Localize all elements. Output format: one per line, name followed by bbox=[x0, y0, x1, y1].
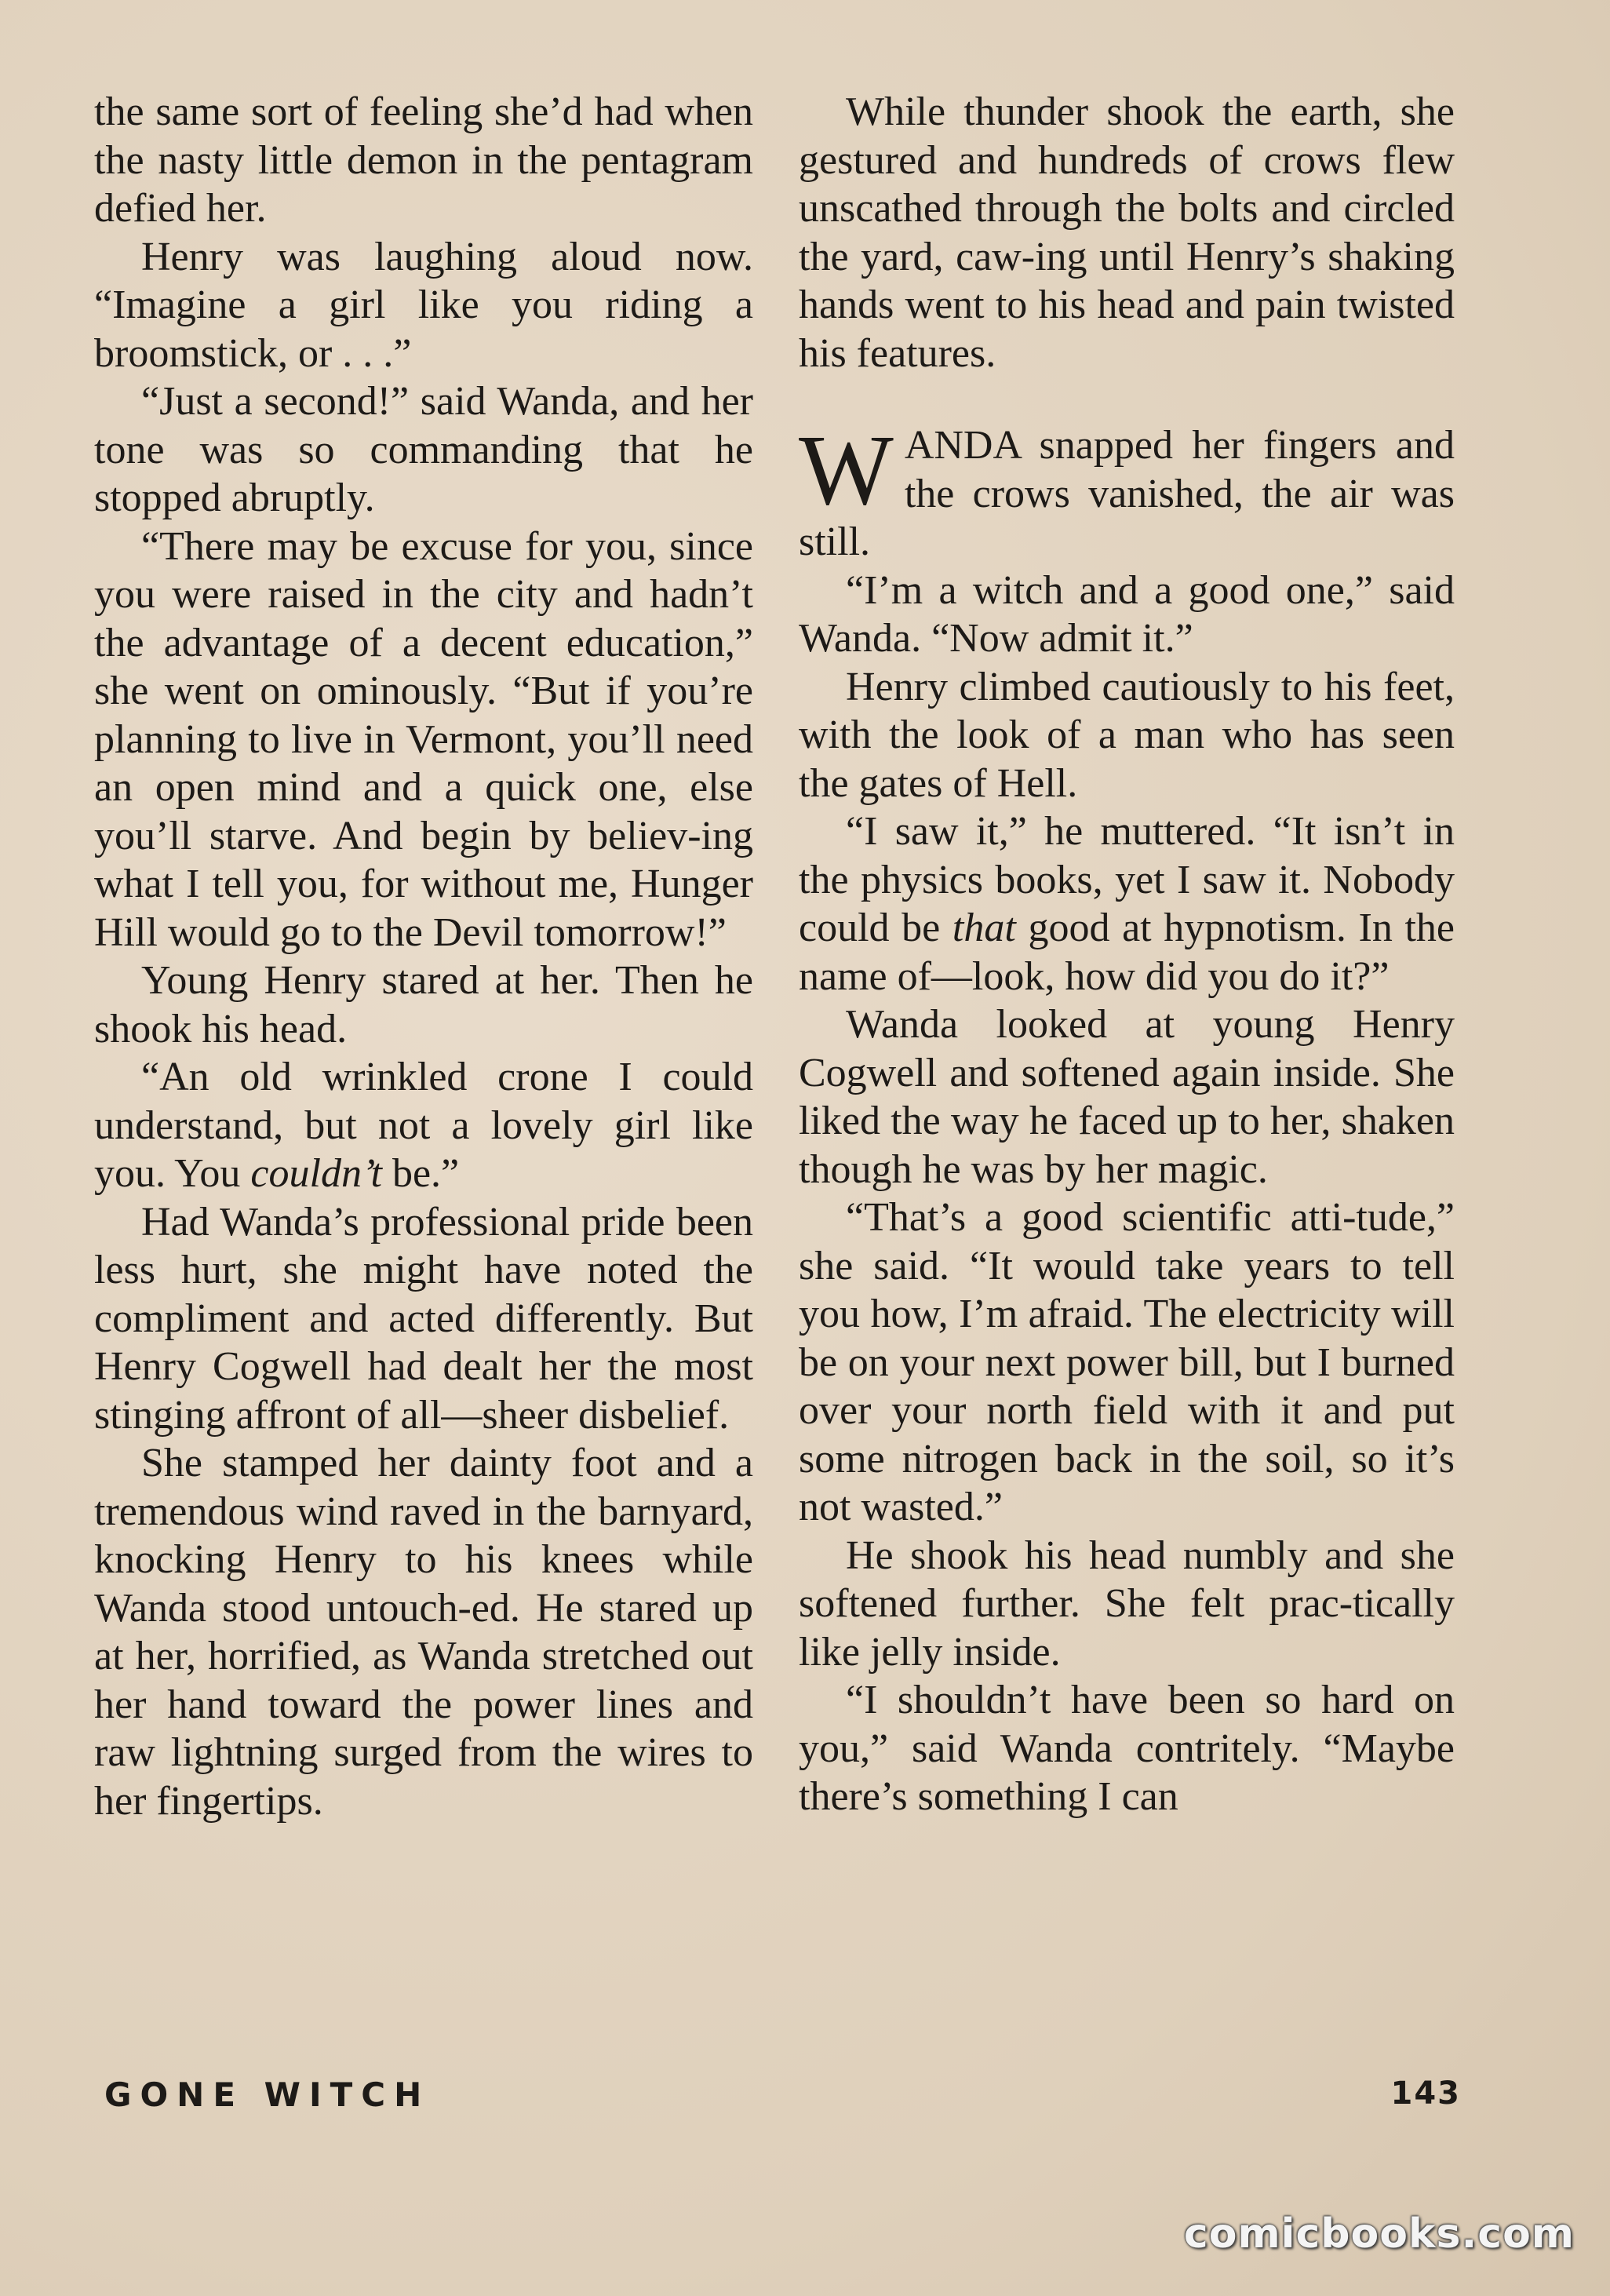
paragraph: While thunder shook the earth, she gestured and hundreds of crows flew unscathed through the bolts and circled the yard, caw-ing until Henry’s shaking hands went to his head and pain twisted his features. bbox=[799, 89, 1455, 376]
section-opening-paragraph bbox=[799, 414, 1455, 567]
right-text-column bbox=[799, 88, 1455, 1821]
text-run: good at hypnotism. In the name of—look, how did you do it?” bbox=[799, 906, 1455, 999]
left-text-column bbox=[94, 88, 753, 1825]
paragraph: “I shouldn’t have been so hard on you,” said Wanda contritely. “Maybe there’s something I can bbox=[799, 1678, 1455, 1819]
text-run: “I saw it,” he muttered. “It isn’t in the physics books, yet I saw it. Nobody could be bbox=[799, 809, 1455, 950]
paragraph: “I’m a witch and a good one,” said Wanda. “Now admit it.” bbox=[799, 567, 1455, 661]
paragraph: Young Henry stared at her. Then he shook his head. bbox=[94, 958, 753, 1051]
paragraph: Henry climbed cautiously to his feet, with the look of a man who has seen the gates of Hell. bbox=[799, 664, 1455, 806]
paragraph: Henry was laughing aloud now. “Imagine a girl like you riding a broomstick, or . . .” bbox=[94, 234, 753, 376]
paragraph: the same sort of feeling she’d had when the nasty little demon in the pentagram defied her. bbox=[94, 89, 753, 231]
paragraph bbox=[799, 807, 1455, 1000]
italic-word: that bbox=[952, 906, 1016, 950]
text-run: ANDA snapped her fingers and the crows vanished, the air was still. bbox=[799, 423, 1455, 564]
text-run: be.” bbox=[381, 1151, 460, 1196]
paragraph: “There may be excuse for you, since you were raised in the city and hadn’t the advantage of a decent education,” she went on ominously. “But if you’re planning to live in Vermont, you’ll need an open mind and a quick one, else you’ll starve. And begin by believ-ing what I tell you, for without me, Hunger Hill would go to the Devil tomorrow!” bbox=[94, 523, 753, 955]
paragraph: “Just a second!” said Wanda, and her tone was so commanding that he stopped abruptly. bbox=[94, 379, 753, 520]
drop-cap: W bbox=[799, 414, 894, 526]
paragraph: “That’s a good scientific atti-tude,” she said. “It would take years to tell you how, I’m afraid. The electricity will be on your next power bill, but I burned over your north field with it and put some nitrogen back in the soil, so it’s not wasted.” bbox=[799, 1195, 1455, 1529]
paragraph: She stamped her dainty foot and a tremendous wind raved in the barnyard, knocking Henry to his knees while Wanda stood untouch-ed. He stared up at her, horrified, as Wanda stretched out her hand toward the power lines and raw lightning surged from the wires to her fingertips. bbox=[94, 1441, 753, 1824]
paragraph: He shook his head numbly and she softened further. She felt prac-tically like jelly inside. bbox=[799, 1532, 1455, 1675]
paragraph: Wanda looked at young Henry Cogwell and softened again inside. She liked the way he faced up to her, shaken though he was by her magic. bbox=[799, 1002, 1455, 1192]
running-footer-title: GONE WITCH bbox=[104, 2076, 431, 2114]
page-number: 143 bbox=[1390, 2076, 1461, 2112]
text-run: “An old wrinkled crone I could understand, but not a lovely girl like you. You bbox=[94, 1055, 753, 1196]
italic-word: couldn’t bbox=[250, 1151, 382, 1196]
paragraph: Had Wanda’s professional pride been less hurt, she might have noted the compliment and acted differently. But Henry Cogwell had dealt her the most stinging affront of all—sheer disbelief. bbox=[94, 1199, 753, 1438]
site-watermark: comicbooks.com bbox=[1183, 2210, 1575, 2258]
paragraph bbox=[94, 1053, 753, 1198]
